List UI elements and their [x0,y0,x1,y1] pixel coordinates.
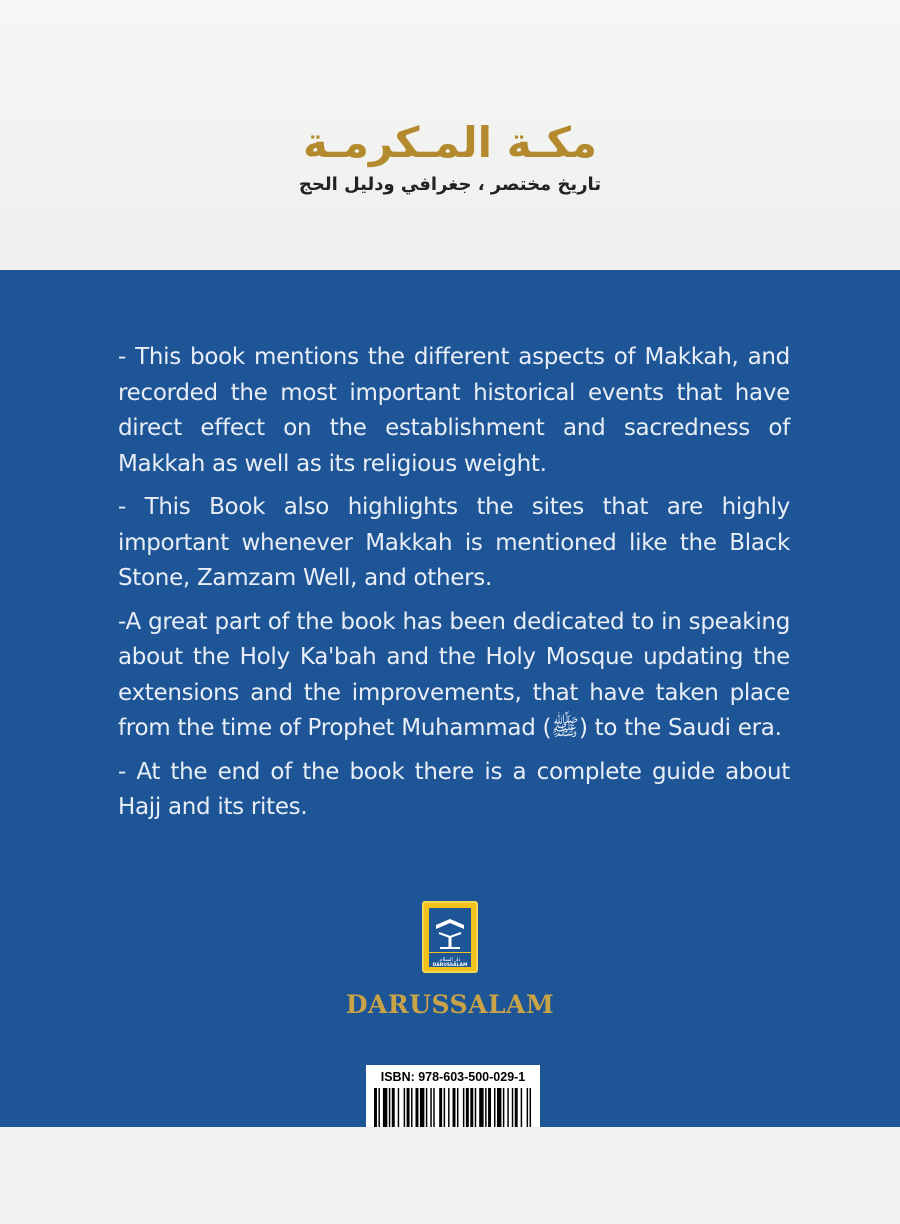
description-text [118,340,790,834]
description-paragraph-2: - This Book also highlights the sites that are highly important whenever Makkah is mentioned like the Black Stone, Zamzam Well, and others. [118,494,790,591]
description-paragraph-3: -A great part of the book has been dedicated to in speaking about the Holy Ka'bah and the Holy Mosque updating the extensions and the improvements, that have taken place from the time of Prophet Muhammad (ﷺ) to the Saudi era. [118,608,790,741]
arabic-subtitle: تاريخ مختصر ، جغرافي ودليل الحج [298,174,602,195]
darussalam-logo [422,901,478,973]
publisher-name: DARUSSALAM [345,990,555,1019]
description-paragraph-4: - At the end of the book there is a complete guide about Hajj and its rites. [118,758,790,820]
bottom-band [0,1127,900,1224]
description-paragraph-1: - This book mentions the different aspects of Makkah, and recorded the most important historical events that have direct effect on the establishment and sacredness of Makkah as well as its religious weight. [118,344,790,477]
arabic-title: مكـة المـكرمـة [303,118,597,167]
logo-latin-text: DARUSSALAM [432,963,468,968]
logo-arabic-text: دار السلام [439,957,461,963]
book-stand-icon [424,903,476,971]
isbn-label: ISBN: 978-603-500-029-1 [380,1070,526,1084]
